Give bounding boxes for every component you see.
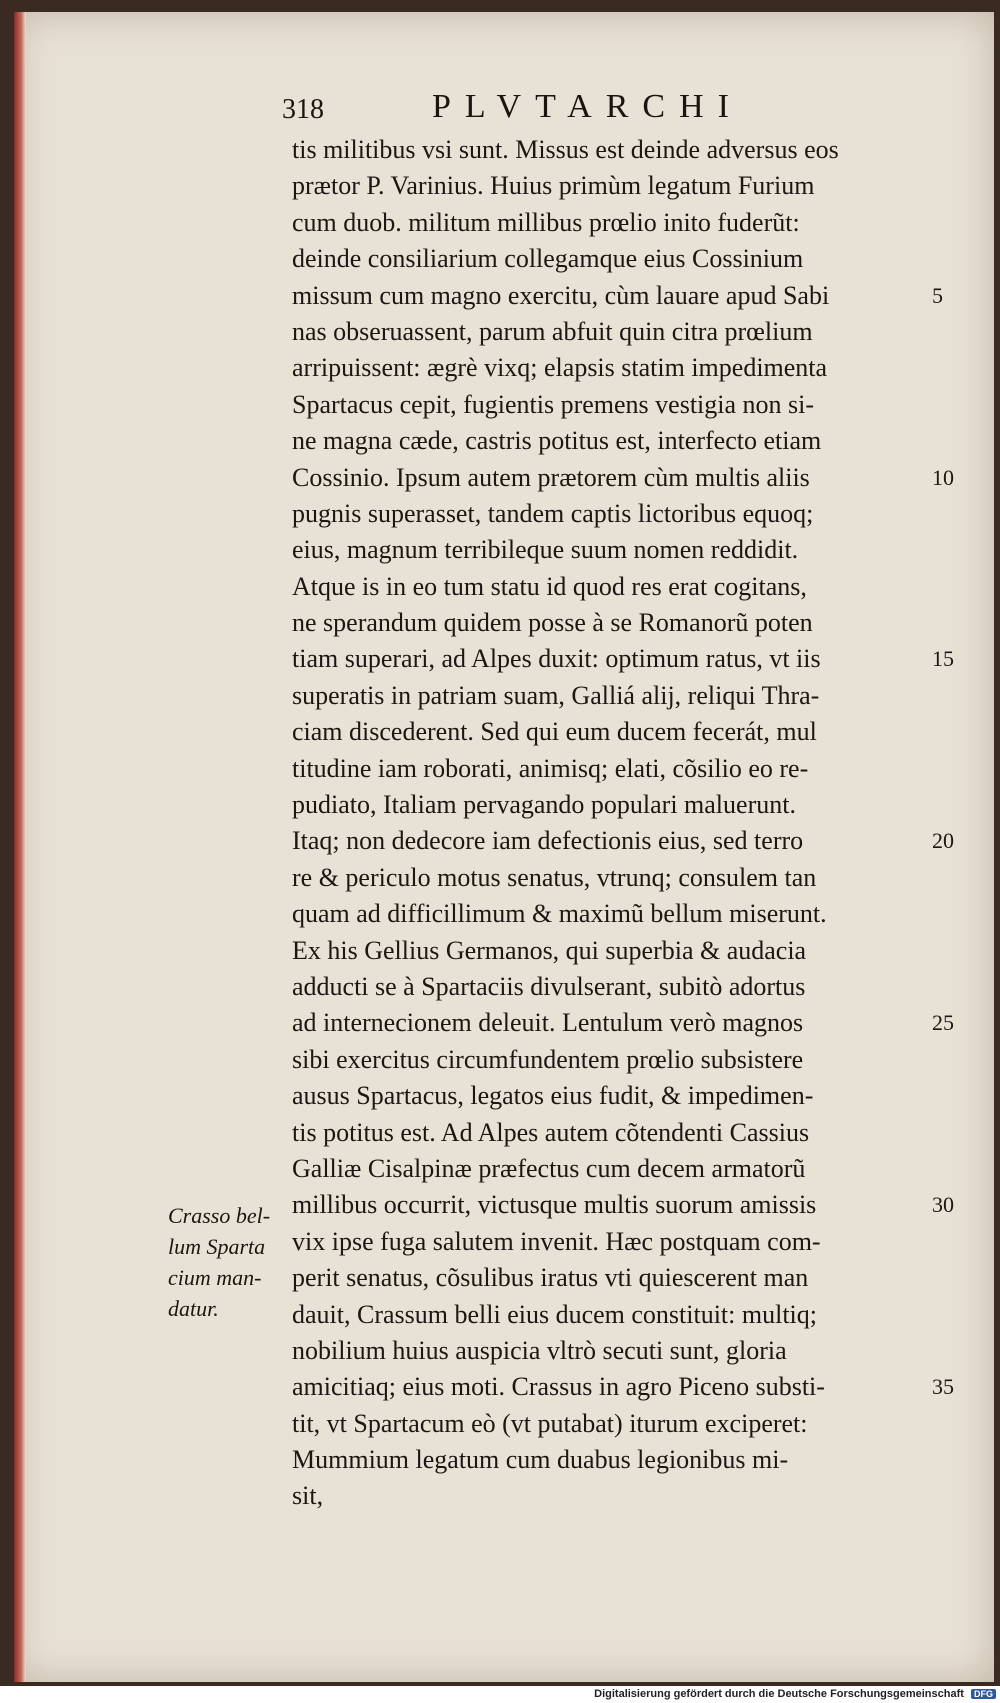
text-line: tis militibus vsi sunt. Missus est deinde adversus eos xyxy=(292,135,839,164)
text-line: titudine iam roborati, animisq; elati, cõsilio eo re- xyxy=(292,753,809,783)
text-line: ciam discederent. Sed qui eum ducem fecerát, mul xyxy=(292,717,817,747)
text-line: ausus Spartacus, legatos eius fudit, & impedimen- xyxy=(292,1081,814,1111)
line-number xyxy=(932,350,972,386)
line-number xyxy=(932,605,972,641)
line-number xyxy=(932,896,972,932)
text-line: prætor P. Varinius. Huius primùm legatum Furium xyxy=(292,171,815,201)
line-number xyxy=(932,241,972,277)
line-number xyxy=(932,860,972,896)
line-number xyxy=(932,1297,972,1333)
marginal-line: cium man- xyxy=(168,1265,262,1290)
line-number: 25 xyxy=(932,1010,954,1036)
text-line: dauit, Crassum belli eius ducem constituit: multiq; xyxy=(292,1299,818,1329)
text-line: tiam superari, ad Alpes duxit: optimum ratus, vt iis xyxy=(292,644,821,674)
line-number xyxy=(932,205,972,241)
text-line: ne sperandum quidem posse à se Romanorũ poten xyxy=(292,608,813,638)
footer xyxy=(594,1688,996,1700)
line-number xyxy=(932,569,972,605)
line-number xyxy=(932,714,972,750)
line-number: 15 xyxy=(932,646,954,672)
line-number xyxy=(932,1042,972,1078)
footer-text: Digitalisierung gefördert durch die Deutsche Forschungsgemeinschaft xyxy=(594,1688,964,1700)
line-number xyxy=(932,751,972,787)
line-number xyxy=(932,168,972,204)
text-line: nobilium huius auspicia vltrò secuti sunt, gloria xyxy=(292,1335,787,1365)
line-number xyxy=(932,1151,972,1187)
marginal-line: lum Sparta xyxy=(168,1234,266,1259)
main-text xyxy=(292,132,932,1515)
text-line: tis potitus est. Ad Alpes autem cõtendenti Cassius xyxy=(292,1117,810,1147)
dfg-logo: DFG xyxy=(971,1689,996,1699)
line-number xyxy=(932,387,972,423)
text-line: perit senatus, cõsulibus iratus vti quiescerent man xyxy=(292,1263,809,1293)
text-line: sibi exercitus circumfundentem prœlio subsistere xyxy=(292,1044,804,1074)
text-line: superatis in patriam suam, Galliá alij, reliqui Thra- xyxy=(292,680,820,710)
text-line: adducti se à Spartaciis divulserant, subitò adortus xyxy=(292,971,806,1001)
line-number xyxy=(932,1478,972,1514)
text-line: Atque is in eo tum statu id quod res erat cogitans, xyxy=(292,571,807,601)
line-number: 5 xyxy=(932,282,943,308)
line-number xyxy=(932,678,972,714)
line-number xyxy=(932,423,972,459)
line-number xyxy=(932,1442,972,1478)
text-line: tit, vt Spartacum eò (vt putabat) iturum exciperet: xyxy=(292,1408,808,1438)
line-numbers xyxy=(932,132,972,1515)
text-line: arripuissent: ægrè vixq; elapsis statim impedimenta xyxy=(292,353,828,383)
marginal-note xyxy=(168,1200,288,1324)
text-line: Itaq; non dedecore iam defectionis eius, sed terro xyxy=(292,826,804,856)
text-line: quam ad difficillimum & maximũ bellum miserunt. xyxy=(292,899,827,929)
text-line: Ex his Gellius Germanos, qui superbia & audacia xyxy=(292,935,807,965)
text-line: cum duob. militum millibus prœlio inito fuderũt: xyxy=(292,207,800,237)
text-line: Cossinio. Ipsum autem prætorem cùm multis aliis xyxy=(292,462,810,492)
text-line: pugnis superasset, tandem captis lictoribus equoq; xyxy=(292,498,814,528)
text-line: nas obseruassent, parum abfuit quin citra prœlium xyxy=(292,316,813,346)
line-number: 30 xyxy=(932,1192,954,1218)
text-line: eius, magnum terribileque suum nomen reddidit. xyxy=(292,535,799,565)
text-line: amicitiaq; eius moti. Crassus in agro Piceno substi- xyxy=(292,1372,825,1402)
line-number xyxy=(932,1260,972,1296)
text-line: vix ipse fuga salutem invenit. Hæc postquam com- xyxy=(292,1226,821,1256)
line-number xyxy=(932,1224,972,1260)
line-number xyxy=(932,314,972,350)
marginal-line: Crasso bel- xyxy=(168,1203,271,1228)
marginal-line: datur. xyxy=(168,1296,219,1321)
line-number xyxy=(932,532,972,568)
text-line: missum cum magno exercitu, cùm lauare apud Sabi xyxy=(292,280,830,310)
text-line: pudiato, Italiam pervagando populari maluerunt. xyxy=(292,790,796,820)
text-line: deinde consiliarium collegamque eius Cossinium xyxy=(292,244,804,274)
page-header xyxy=(282,88,802,132)
text-line: ne magna cæde, castris potitus est, interfecto etiam xyxy=(292,426,822,456)
text-line: Mummium legatum cum duabus legionibus mi- xyxy=(292,1445,789,1475)
line-number xyxy=(932,969,972,1005)
page-number: 318 xyxy=(282,94,324,125)
line-number xyxy=(932,1078,972,1114)
line-number: 35 xyxy=(932,1374,954,1400)
line-number xyxy=(932,132,972,168)
line-number xyxy=(932,1406,972,1442)
line-number xyxy=(932,933,972,969)
line-number xyxy=(932,1333,972,1369)
text-line: Spartacus cepit, fugientis premens vestigia non si- xyxy=(292,389,815,419)
text-line: ad internecionem deleuit. Lentulum verò magnos xyxy=(292,1008,804,1038)
line-number: 10 xyxy=(932,464,954,490)
running-head: PLVTARCHI xyxy=(432,88,743,125)
text-line: sit, xyxy=(292,1481,324,1511)
line-number xyxy=(932,1115,972,1151)
page-edge xyxy=(14,12,26,1682)
line-number: 20 xyxy=(932,828,954,854)
text-line: millibus occurrit, victusque multis suorum amissis xyxy=(292,1190,817,1220)
line-number xyxy=(932,787,972,823)
line-number xyxy=(932,496,972,532)
text-line: Galliæ Cisalpinæ præfectus cum decem armatorũ xyxy=(292,1153,806,1183)
text-line: re & periculo motus senatus, vtrunq; consulem tan xyxy=(292,862,817,892)
